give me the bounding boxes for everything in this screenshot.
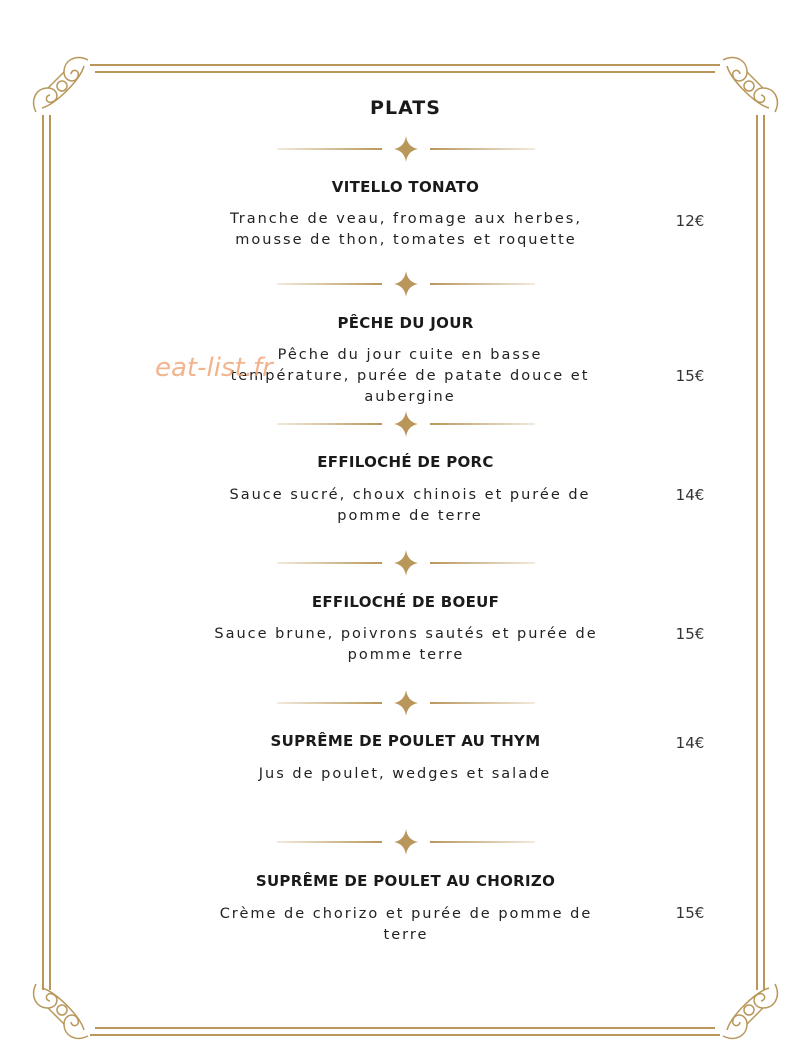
frame-top-outer [90, 64, 720, 66]
star-icon [394, 136, 418, 162]
frame-right-outer [763, 115, 765, 990]
ornament-divider [277, 136, 535, 162]
dish-name: EFFILOCHÉ DE BOEUF [311, 593, 500, 611]
ornament-divider [277, 550, 535, 576]
ornament-divider [277, 690, 535, 716]
star-icon [394, 550, 418, 576]
menu-title: PLATS [370, 97, 441, 119]
corner-ornament-icon [715, 976, 785, 1046]
watermark: eat-list.fr [155, 353, 273, 383]
dish-name: SUPRÊME DE POULET AU THYM [270, 732, 541, 750]
dish-price: 14€ [675, 734, 705, 752]
star-icon [394, 271, 418, 297]
dish-name: PÊCHE DU JOUR [337, 314, 474, 332]
dish-description: Sauce sucré, choux chinois et purée de pomme de terre [229, 487, 591, 524]
dish-description: Crème de chorizo et purée de pomme de terre [219, 906, 593, 943]
frame-top-inner [95, 71, 715, 73]
ornament-divider [277, 271, 535, 297]
dish-price: 14€ [675, 486, 705, 504]
dish-description: Jus de poulet, wedges et salade [258, 766, 552, 782]
star-icon [394, 411, 418, 437]
dish-price: 15€ [675, 367, 705, 385]
frame-left-outer [42, 115, 44, 990]
dish-description: Pêche du jour cuite en basse température, purée de patate douce et aubergine [230, 347, 590, 405]
star-icon [394, 690, 418, 716]
dish-price: 12€ [675, 212, 705, 230]
ornament-divider [277, 829, 535, 855]
dish-price: 15€ [675, 625, 705, 643]
frame-bottom-inner [95, 1027, 715, 1029]
dish-name: EFFILOCHÉ DE PORC [317, 453, 494, 471]
dish-name: VITELLO TONATO [331, 178, 480, 196]
ornament-divider [277, 411, 535, 437]
corner-ornament-icon [26, 976, 96, 1046]
dish-name: SUPRÊME DE POULET AU CHORIZO [255, 872, 556, 890]
dish-price: 15€ [675, 904, 705, 922]
frame-right-inner [756, 115, 758, 990]
frame-left-inner [49, 115, 51, 990]
star-icon [394, 829, 418, 855]
dish-description: Sauce brune, poivrons sautés et purée de pomme terre [214, 626, 598, 663]
frame-bottom-outer [90, 1034, 720, 1036]
dish-description: Tranche de veau, fromage aux herbes, mousse de thon, tomates et roquette [230, 211, 582, 248]
